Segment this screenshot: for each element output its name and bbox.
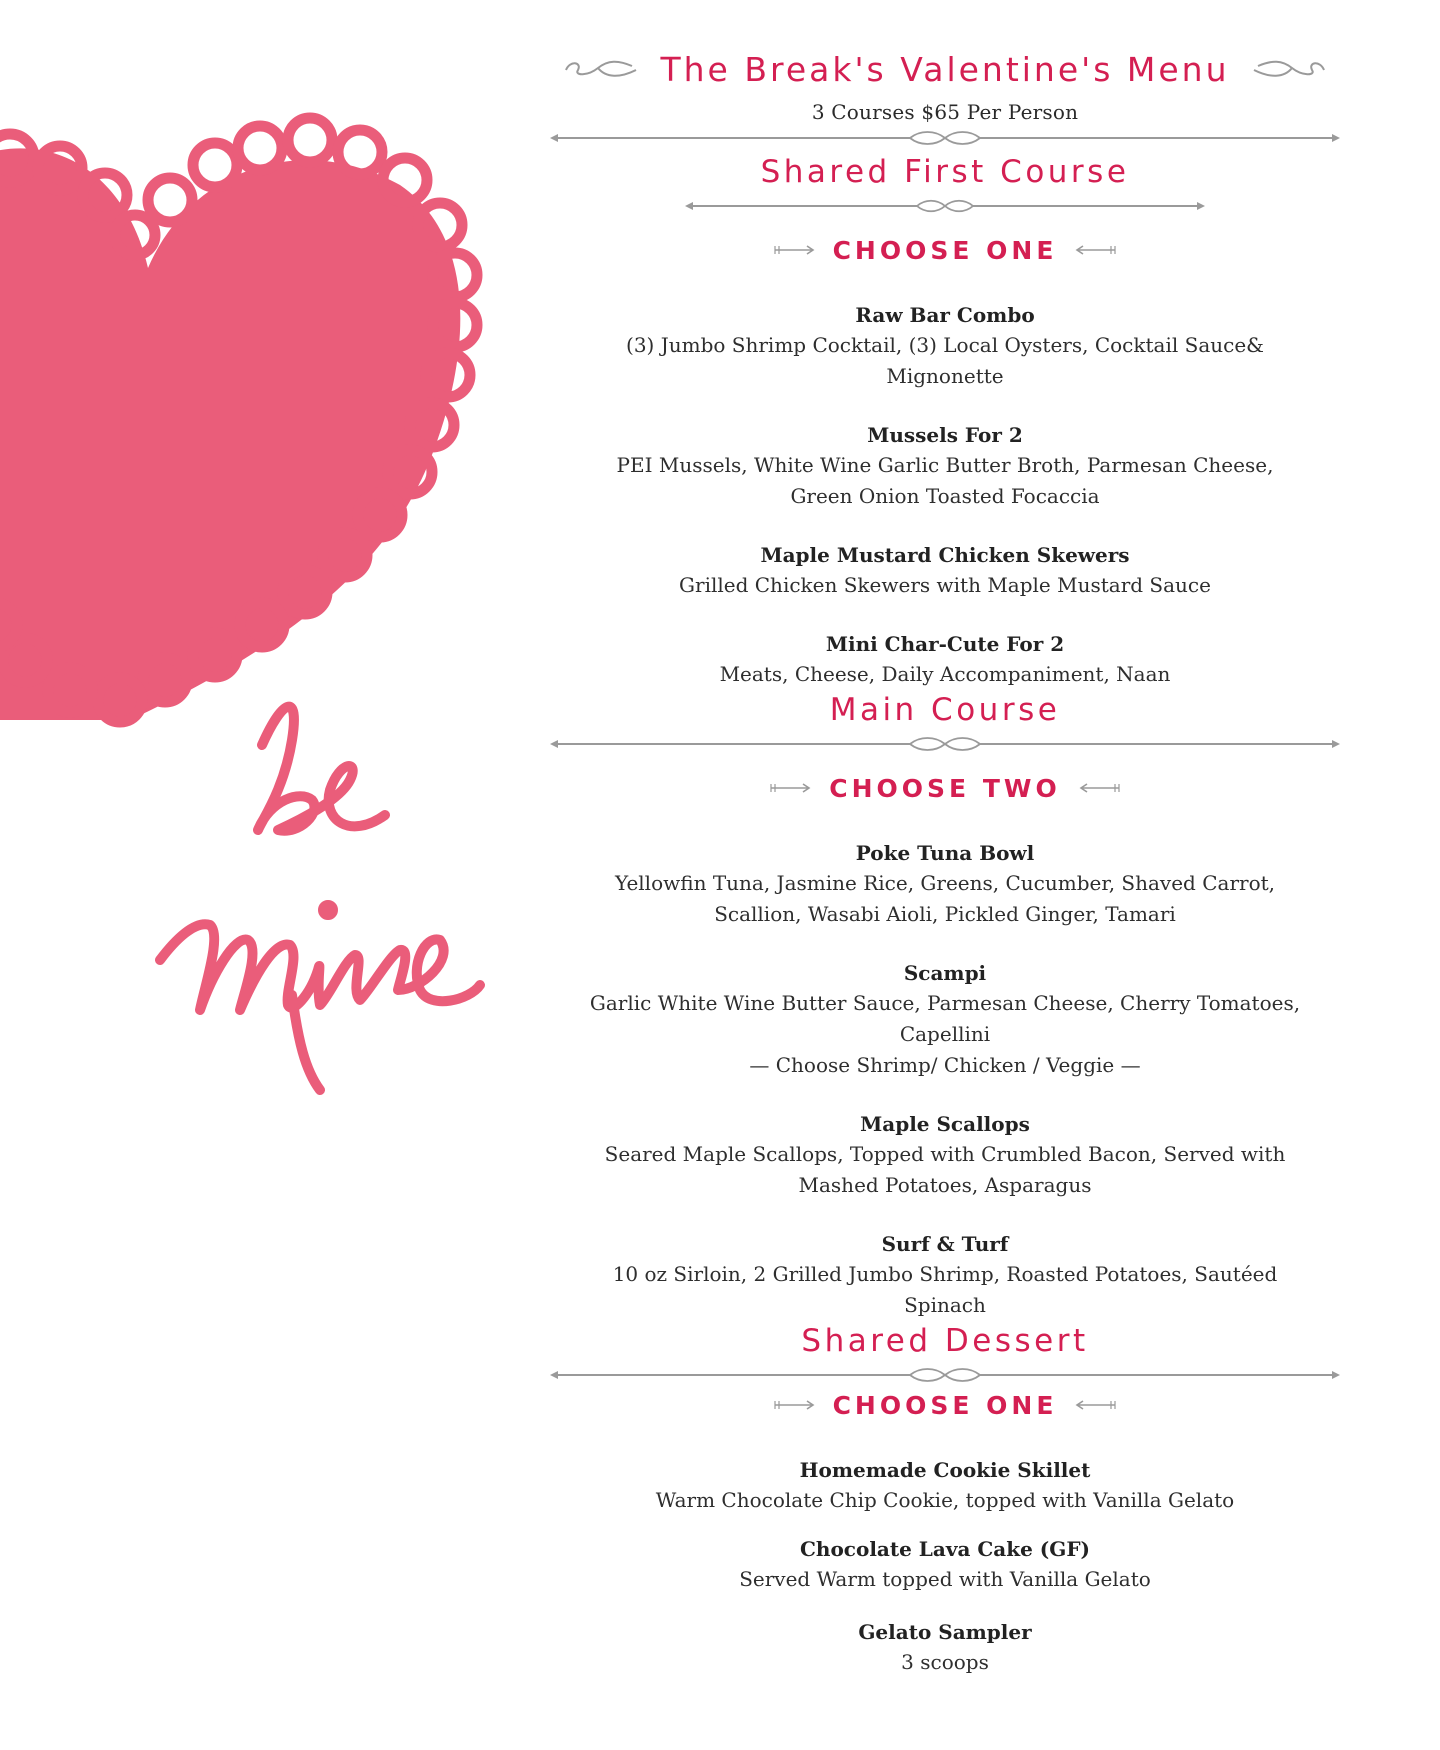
flourish-left-icon [562, 56, 642, 82]
menu-item-name: Surf & Turf [881, 1232, 1009, 1256]
menu-item-desc: (3) Jumbo Shrimp Cocktail, (3) Local Oysters, Cocktail Sauce& [626, 333, 1264, 357]
menu-item [550, 1109, 1340, 1201]
menu-title: The Break's Valentine's Menu [660, 49, 1230, 89]
menu-item-desc: Served Warm topped with Vanilla Gelato [739, 1567, 1151, 1591]
menu-item-desc: Spinach [904, 1293, 986, 1317]
heart-illustration [0, 0, 520, 1120]
choose-instruction: CHOOSE ONE [832, 1390, 1058, 1420]
choose-instruction-row [550, 768, 1340, 808]
menu-item-name: Scampi [903, 961, 987, 985]
menu-item [550, 300, 1340, 392]
menu-item-desc: Green Onion Toasted Focaccia [790, 484, 1100, 508]
menu-item-name: Chocolate Lava Cake (GF) [800, 1537, 1090, 1561]
price-subtitle: 3 Courses $65 Per Person [811, 100, 1079, 124]
menu-item-desc: Scallion, Wasabi Aioli, Pickled Ginger, Tamari [714, 902, 1176, 926]
choose-instruction: CHOOSE ONE [832, 235, 1058, 265]
menu-item-desc: 10 oz Sirloin, 2 Grilled Jumbo Shrimp, Roasted Potatoes, Sautéed [612, 1262, 1278, 1286]
menu-item [550, 1455, 1340, 1516]
menu-item-name: Raw Bar Combo [855, 303, 1035, 327]
menu-item-name: Mussels For 2 [867, 423, 1023, 447]
menu-item-name: Maple Mustard Chicken Skewers [760, 543, 1130, 567]
be-mine-script [160, 707, 480, 1090]
arrow-left-icon [1073, 244, 1117, 256]
ornament-divider [550, 126, 1340, 148]
choose-instruction-row [550, 1385, 1340, 1425]
flourish-right-icon [1248, 56, 1328, 82]
menu-item [550, 1534, 1340, 1595]
choose-instruction: CHOOSE TWO [829, 773, 1061, 803]
menu-item [550, 540, 1340, 601]
menu-column [550, 44, 1340, 1678]
menu-item [550, 958, 1340, 1081]
ornament-divider [550, 1363, 1340, 1385]
menu-item-desc: Yellowfin Tuna, Jasmine Rice, Greens, Cucumber, Shaved Carrot, [614, 871, 1276, 895]
menu-item-desc: Grilled Chicken Skewers with Maple Mustard Sauce [679, 573, 1211, 597]
arrow-left-icon [1077, 782, 1121, 794]
section-title-main-course: Main Course [829, 692, 1061, 728]
menu-item-desc: Meats, Cheese, Daily Accompaniment, Naan [719, 662, 1171, 686]
menu-item-name: Poke Tuna Bowl [855, 841, 1035, 865]
arrow-right-icon [773, 1399, 817, 1411]
menu-item-desc: 3 scoops [901, 1650, 989, 1674]
menu-item-option-note: — Choose Shrimp/ Chicken / Veggie — [749, 1053, 1141, 1077]
section-title-first-course: Shared First Course [760, 154, 1130, 190]
arrow-right-icon [773, 244, 817, 256]
arrow-right-icon [769, 782, 813, 794]
section-title-dessert: Shared Dessert [801, 1323, 1089, 1359]
menu-item-desc: Garlic White Wine Butter Sauce, Parmesan Cheese, Cherry Tomatoes, [589, 991, 1301, 1015]
menu-item [550, 629, 1340, 690]
arrow-left-icon [1073, 1399, 1117, 1411]
menu-item [550, 1229, 1340, 1321]
menu-item-name: Homemade Cookie Skillet [799, 1458, 1091, 1482]
menu-item-name: Gelato Sampler [858, 1620, 1032, 1644]
menu-item-desc: Seared Maple Scallops, Topped with Crumbled Bacon, Served with [604, 1142, 1286, 1166]
menu-item-desc: Warm Chocolate Chip Cookie, topped with Vanilla Gelato [655, 1488, 1235, 1512]
ornament-divider [550, 732, 1340, 754]
choose-instruction-row [550, 230, 1340, 270]
menu-item-name: Maple Scallops [860, 1112, 1030, 1136]
menu-item-desc: Mignonette [886, 364, 1004, 388]
header-title-row [550, 44, 1340, 94]
menu-item-desc: PEI Mussels, White Wine Garlic Butter Broth, Parmesan Cheese, [616, 453, 1274, 477]
menu-item-name: Mini Char-Cute For 2 [825, 632, 1065, 656]
menu-item-desc: Capellini [899, 1022, 991, 1046]
menu-item [550, 1617, 1340, 1678]
menu-item [550, 838, 1340, 930]
ornament-divider [685, 194, 1205, 216]
menu-item [550, 420, 1340, 512]
menu-item-desc: Mashed Potatoes, Asparagus [798, 1173, 1092, 1197]
